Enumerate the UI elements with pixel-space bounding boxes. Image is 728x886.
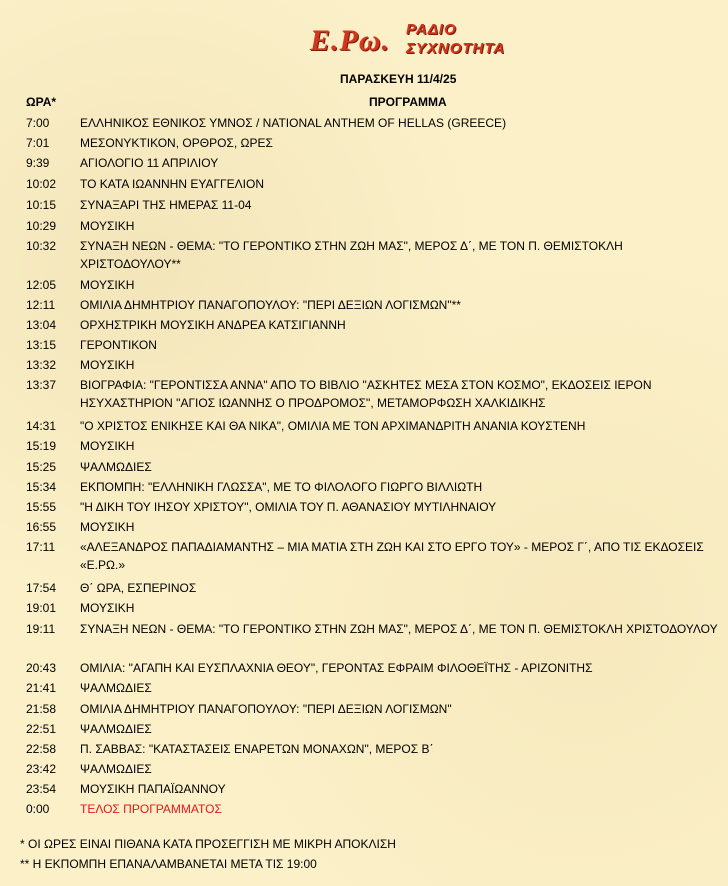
schedule-program: «ΑΛΕΞΑΝΔΡΟΣ ΠΑΠΑΔΙΑΜΑΝΤΗΣ – ΜΙΑ ΜΑΤΙΑ ΣΤΗ ΖΩΗ ΚΑΙ ΣΤΟ ΕΡΓΟ ΤΟΥ» - ΜΕΡΟΣ Γ΄, ΑΠΟ ΤΙΣ ΕΚΔΟΣΕΙΣ «Ε.ΡΩ.»: [80, 540, 704, 572]
schedule-program: ΜΕΣΟΝΥΚΤΙΚΟΝ, ΟΡΘΡΟΣ, ΩΡΕΣ: [80, 136, 273, 150]
schedule-program: ΣΥΝΑΞΗ ΝΕΩΝ - ΘΕΜΑ: "ΤΟ ΓΕΡΟΝΤΙΚΟ ΣΤΗΝ ΖΩΗ ΜΑΣ", ΜΕΡΟΣ Δ΄, ΜΕ ΤΟΝ Π. ΘΕΜΙΣΤΟΚΛΗ ΧΡΙΣΤΟΔΟΥΛΟΥ**: [80, 239, 623, 271]
schedule-time: 19:01: [26, 601, 57, 615]
schedule-time: 13:04: [26, 318, 57, 332]
schedule-time: 12:05: [26, 278, 57, 292]
logo-sub-line2: ΣΥΧΝΟΤΗΤΑ: [406, 40, 506, 57]
schedule-program: ΒΙΟΓΡΑΦΙΑ: "ΓΕΡΟΝΤΙΣΣΑ ΑΝΝΑ" ΑΠΟ ΤΟ ΒΙΒΛΙΟ "ΑΣΚΗΤΕΣ ΜΕΣΑ ΣΤΟΝ ΚΟΣΜΟ", ΕΚΔΟΣΕΙΣ ΙΕΡΟΝ ΗΣΥΧΑΣΤΗΡΙΟΝ "ΑΓΙΟΣ ΙΩΑΝΝΗΣ Ο ΠΡΟΔΡΟΜΟΣ", ΜΕΤΑΜΟΡΦΩΣΗ ΧΑΛΚΙΔΙΚΗΣ: [80, 378, 652, 410]
schedule-program: ΨΑΛΜΩΔΙΕΣ: [80, 681, 152, 695]
schedule-time: 14:31: [26, 419, 57, 433]
footnote-times: * ΟΙ ΩΡΕΣ ΕΙΝΑΙ ΠΙΘΑΝΑ ΚΑΤΑ ΠΡΟΣΕΓΓΙΣΗ ΜΕ ΜΙΚΡΗ ΑΠΟΚΛΙΣΗ: [20, 837, 396, 851]
schedule-program: ΜΟΥΣΙΚΗ: [80, 520, 135, 534]
logo-sub-line1: ΡΑΔΙΟ: [406, 21, 457, 38]
schedule-time: 17:54: [26, 581, 57, 595]
schedule-program: ΨΑΛΜΩΔΙΕΣ: [80, 460, 152, 474]
schedule-time: 17:11: [26, 540, 56, 554]
schedule-time: 16:55: [26, 520, 57, 534]
schedule-program: ΕΚΠΟΜΠΗ: "ΕΛΛΗΝΙΚΗ ΓΛΩΣΣΑ", ΜΕ ΤΟ ΦΙΛΟΛΟΓΟ ΓΙΩΡΓΟ ΒΙΛΛΙΩΤΗ: [80, 480, 483, 494]
schedule-time: 13:37: [26, 378, 57, 392]
schedule-time: 10:29: [26, 219, 57, 233]
schedule-time: 7:00: [26, 116, 50, 130]
schedule-program: ΜΟΥΣΙΚΗ: [80, 278, 135, 292]
schedule-time: 15:19: [26, 439, 57, 453]
schedule-time: 22:51: [26, 722, 57, 736]
schedule-program: Θ΄ ΩΡΑ, ΕΣΠΕΡΙΝΟΣ: [80, 581, 197, 595]
schedule-time: 9:39: [26, 156, 50, 170]
schedule-program: ΜΟΥΣΙΚΗ: [80, 601, 135, 615]
schedule-program: ΓΕΡΟΝΤΙΚΟΝ: [80, 338, 157, 352]
schedule-time: 15:55: [26, 500, 57, 514]
schedule-program: ΜΟΥΣΙΚΗ: [80, 439, 135, 453]
schedule-time: 23:42: [26, 762, 57, 776]
schedule-time: 15:34: [26, 480, 57, 494]
schedule-program: ΟΜΙΛΙΑ ΔΗΜΗΤΡΙΟΥ ΠΑΝΑΓΟΠΟΥΛΟΥ: "ΠΕΡΙ ΔΕΞΙΩΝ ΛΟΓΙΣΜΩΝ": [80, 702, 452, 716]
logo-main-text: Ε.Ρω.: [310, 24, 391, 57]
schedule-program: ΟΜΙΛΙΑ ΔΗΜΗΤΡΙΟΥ ΠΑΝΑΓΟΠΟΥΛΟΥ: "ΠΕΡΙ ΔΕΞΙΩΝ ΛΟΓΙΣΜΩΝ"**: [80, 298, 461, 312]
schedule-time: 13:15: [26, 338, 57, 352]
schedule-time: 23:54: [26, 782, 57, 796]
schedule-time: 19:11: [26, 622, 56, 636]
schedule-program: ΤΟ ΚΑΤΑ ΙΩΑΝΝΗΝ ΕΥΑΓΓΕΛΙΟΝ: [80, 177, 265, 191]
footnote-repeat: ** Η ΕΚΠΟΜΠΗ ΕΠΑΝΑΛΑΜΒΑΝΕΤΑΙ ΜΕΤΑ ΤΙΣ 19:00: [20, 857, 317, 871]
schedule-program: "Η ΔΙΚΗ ΤΟΥ ΙΗΣΟΥ ΧΡΙΣΤΟΥ", ΟΜΙΛΙΑ ΤΟΥ Π. ΑΘΑΝΑΣΙΟΥ ΜΥΤΙΛΗΝΑΙΟΥ: [80, 500, 497, 514]
schedule-time: 21:41: [26, 681, 57, 695]
schedule-date: ΠΑΡΑΣΚΕΥΗ 11/4/25: [340, 72, 457, 86]
schedule-time: 22:58: [26, 742, 57, 756]
schedule-program: ΨΑΛΜΩΔΙΕΣ: [80, 722, 152, 736]
schedule-program: ΟΜΙΛΙΑ: "ΑΓΑΠΗ ΚΑΙ ΕΥΣΠΛΑΧΝΙΑ ΘΕΟΥ", ΓΕΡΟΝΤΑΣ ΕΦΡΑΙΜ ΦΙΛΟΘΕΪΤΗΣ - ΑΡΙΖΟΝΙΤΗΣ: [80, 661, 593, 675]
schedule-time: 10:15: [26, 198, 57, 212]
schedule-program: Π. ΣΑΒΒΑΣ: "ΚΑΤΑΣΤΑΣΕΙΣ ΕΝΑΡΕΤΩΝ ΜΟΝΑΧΩΝ", ΜΕΡΟΣ Β΄: [80, 742, 434, 756]
schedule-program: ΨΑΛΜΩΔΙΕΣ: [80, 762, 152, 776]
schedule-time: 7:01: [26, 136, 50, 150]
station-logo: [310, 18, 550, 68]
schedule-time: 10:32: [26, 239, 57, 253]
schedule-program: "Ο ΧΡΙΣΤΟΣ ΕΝΙΚΗΣΕ ΚΑΙ ΘΑ ΝΙΚΑ", ΟΜΙΛΙΑ ΜΕ ΤΟΝ ΑΡΧΙΜΑΝΔΡΙΤΗ ΑΝΑΝΙΑ ΚΟΥΣΤΕΝΗ: [80, 419, 586, 433]
schedule-time: 15:25: [26, 460, 57, 474]
schedule-program: ΣΥΝΑΞΗ ΝΕΩΝ - ΘΕΜΑ: "ΤΟ ΓΕΡΟΝΤΙΚΟ ΣΤΗΝ ΖΩΗ ΜΑΣ", ΜΕΡΟΣ Δ΄, ΜΕ ΤΟΝ Π. ΘΕΜΙΣΤΟΚΛΗ ΧΡΙΣΤΟΔΟΥΛΟΥ: [80, 622, 718, 636]
schedule-program: ΑΓΙΟΛΟΓΙΟ 11 ΑΠΡΙΛΙΟΥ: [80, 156, 219, 170]
schedule-program: ΟΡΧΗΣΤΡΙΚΗ ΜΟΥΣΙΚΗ ΑΝΔΡΕΑ ΚΑΤΣΙΓΙΑΝΝΗ: [80, 318, 346, 332]
schedule-time: 21:58: [26, 702, 57, 716]
schedule-program: ΜΟΥΣΙΚΗ: [80, 358, 135, 372]
schedule-time: 20:43: [26, 661, 57, 675]
schedule-program: ΜΟΥΣΙΚΗ: [80, 219, 135, 233]
schedule-time: 12:11: [26, 298, 56, 312]
schedule-time: 0:00: [26, 802, 50, 816]
schedule-program: ΜΟΥΣΙΚΗ ΠΑΠΑΪΩΑΝΝΟΥ: [80, 782, 226, 796]
schedule-program: ΣΥΝΑΞΑΡΙ ΤΗΣ ΗΜΕΡΑΣ 11-04: [80, 198, 252, 212]
schedule-program: ΕΛΛΗΝΙΚΟΣ ΕΘΝΙΚΟΣ ΥΜΝΟΣ / NATIONAL ANTHEM OF HELLAS (GREECE): [80, 116, 507, 130]
program-column-header: ΠΡΟΓΡΑΜΜΑ: [369, 95, 447, 109]
schedule-time: 13:32: [26, 358, 57, 372]
time-column-header: ΩΡΑ*: [26, 95, 57, 109]
schedule-time: 10:02: [26, 177, 57, 191]
schedule-end-label: ΤΕΛΟΣ ΠΡΟΓΡΑΜΜΑΤΟΣ: [80, 802, 222, 816]
